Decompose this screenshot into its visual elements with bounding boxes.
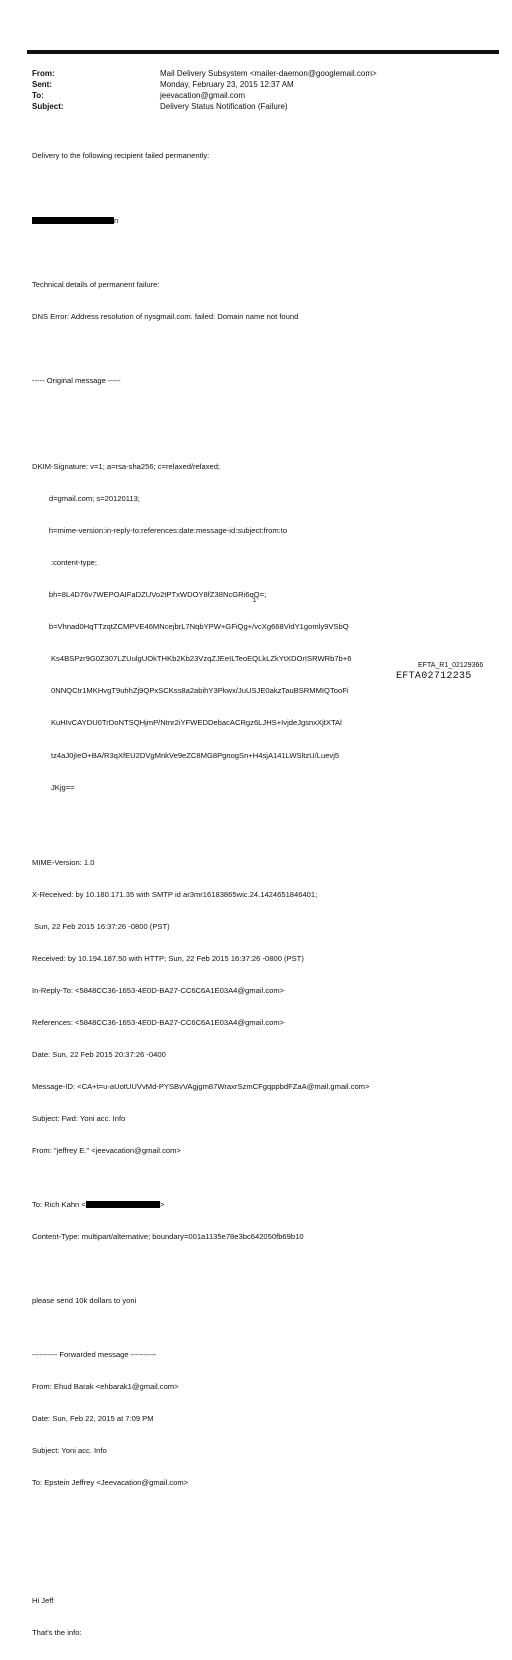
dkim-line: DKIM-Signature: v=1; a=rsa-sha256; c=relaxed/relaxed; bbox=[32, 461, 221, 471]
subject-row bbox=[32, 101, 472, 112]
to-row bbox=[32, 90, 472, 101]
header-rule bbox=[27, 50, 499, 54]
dkim-line: Ks4BSPzr9G0Z307LZUulgUOkTHKb2Kb23VzqZJEeILTeoEQLkLZkYtXDOrISRWRb7b+6 bbox=[32, 654, 352, 664]
from-value: Mail Delivery Subsystem <mailer-daemon@googlemail.com> bbox=[160, 69, 377, 78]
to-rich-line bbox=[32, 1200, 492, 1211]
dkim-line: bh=8L4D76v7WEPOAIFaDZUVo2tPTxWDOY8fZ38NcGRi6qQ=; bbox=[32, 590, 267, 600]
dkim-line: d=gmail.com; s=20120113; bbox=[32, 493, 140, 503]
mime-line: In-Reply-To: <5848CC36-1653-4E0D-BA27-CC6C6A1E03A4@gmail.com> bbox=[32, 985, 285, 995]
dkim-line: 0NNQCtr1MKHvgT9uhhZj9QPxSCKss8a2abihY3Pkwx/JuUSJE0akzTauBSRMMIQTooFi bbox=[32, 686, 349, 696]
sent-row bbox=[32, 79, 472, 90]
tech-details-line: Technical details of permanent failure: bbox=[32, 279, 160, 289]
mime-line: Subject: Fwd: Yoni acc. Info bbox=[32, 1114, 126, 1124]
send-request-line: please send 10k dollars to yoni bbox=[32, 1296, 137, 1306]
forward-line: From: Ehud Barak <ehbarak1@gmail.com> bbox=[32, 1381, 179, 1391]
forward-block bbox=[32, 1328, 492, 1510]
mime-line: Sun, 22 Feb 2015 16:37:26 -0800 (PST) bbox=[32, 921, 170, 931]
content-type-line: Content-Type: multipart/alternative; boundary=001a1135e78e3bc642050fb69b10 bbox=[32, 1231, 304, 1241]
dkim-line: tz4aJ0jIeO+BA/R3qXfEU2DVgMnkVe9eZC8MG8PgnogSn+H4sjA141LWSltzU/Luevj5 bbox=[32, 750, 340, 760]
dns-error-line: DNS Error: Address resolution of nysgmail.com. failed: Domain name not found bbox=[32, 311, 299, 321]
mime-line: References: <5848CC36-1653-4E0D-BA27-CC6C6A1E03A4@gmail.com> bbox=[32, 1017, 285, 1027]
dkim-line: b=Vhnad0HqTTzqtZCMPVE46MNcejbrL7NqbYPW+GFiQg+/vcXg668VidY1gomly9VSbQ bbox=[32, 622, 349, 632]
mime-block bbox=[32, 836, 492, 1178]
mime-line: X-Received: by 10.180.171.35 with SMTP id ar3mr16183865wic.24.1424651846401; bbox=[32, 889, 318, 899]
subject-label: Subject: bbox=[32, 102, 64, 111]
to-label: To: bbox=[32, 91, 44, 100]
efta-reference-large: EFTA02712235 bbox=[396, 671, 472, 682]
mime-line: Message-ID: <CA+t=u-aUotUUVvMd-PYSBvVAgjgm87WraxrSzmCFgqppbdFZaA@mail.gmail.com> bbox=[32, 1082, 370, 1092]
sent-label: Sent: bbox=[32, 80, 52, 89]
delivery-failed-line: Delivery to the following recipient failed permanently: bbox=[32, 151, 210, 161]
mime-line: Received: by 10.194.187.50 with HTTP; Sun, 22 Feb 2015 16:37:26 -0800 (PST) bbox=[32, 953, 304, 963]
redaction-block bbox=[32, 217, 114, 224]
mime-line: Date: Sun, 22 Feb 2015 20:37:26 -0400 bbox=[32, 1050, 166, 1060]
to-rich-suffix: > bbox=[159, 1199, 165, 1209]
to-rich-prefix: To: Rich Kahn < bbox=[32, 1199, 86, 1209]
redaction-block bbox=[86, 1201, 160, 1208]
dkim-line: JKjg== bbox=[32, 782, 75, 792]
mime-line: MIME-Version: 1.0 bbox=[32, 857, 95, 867]
forward-line: ---------- Forwarded message ---------- bbox=[32, 1349, 157, 1359]
dkim-block bbox=[32, 440, 492, 814]
dkim-line: KuHIvCAYDU0TrDoNTSQHjmP/Ntnr2iYFWEDDebacACRgz6LJHS+IvjdeJgsnxXjtXTAl bbox=[32, 718, 342, 728]
dkim-line: :content-type; bbox=[32, 557, 97, 567]
original-message-line: ----- Original message ----- bbox=[32, 376, 121, 386]
email-body bbox=[32, 130, 492, 1660]
mime-line: From: "jeffrey E." <jeevacation@gmail.com> bbox=[32, 1146, 181, 1156]
to-value: jeevacation@gmail.com bbox=[160, 91, 246, 100]
efta-reference-small: EFTA_R1_02129366 bbox=[418, 662, 484, 669]
closing-line: That's the info: bbox=[32, 1627, 82, 1637]
from-label: From: bbox=[32, 69, 55, 78]
redacted-recipient-line bbox=[32, 216, 492, 227]
email-header bbox=[32, 68, 472, 112]
from-row bbox=[32, 68, 472, 79]
closing-line: Hi Jeff bbox=[32, 1595, 54, 1605]
forward-line: Subject: Yoni acc. Info bbox=[32, 1445, 107, 1455]
forward-line: Date: Sun, Feb 22, 2015 at 7:09 PM bbox=[32, 1413, 154, 1423]
subject-value: Delivery Status Notification (Failure) bbox=[160, 102, 288, 111]
dkim-line: h=mime-version:in-reply-to:references:date:message-id:subject:from:to bbox=[32, 525, 288, 535]
sent-value: Monday, February 23, 2015 12:37 AM bbox=[160, 80, 294, 89]
forward-line: To: Epstein Jeffrey <Jeevacation@gmail.com> bbox=[32, 1478, 189, 1487]
recipient-suffix: n bbox=[114, 215, 119, 225]
page-number: 1 bbox=[253, 598, 257, 604]
